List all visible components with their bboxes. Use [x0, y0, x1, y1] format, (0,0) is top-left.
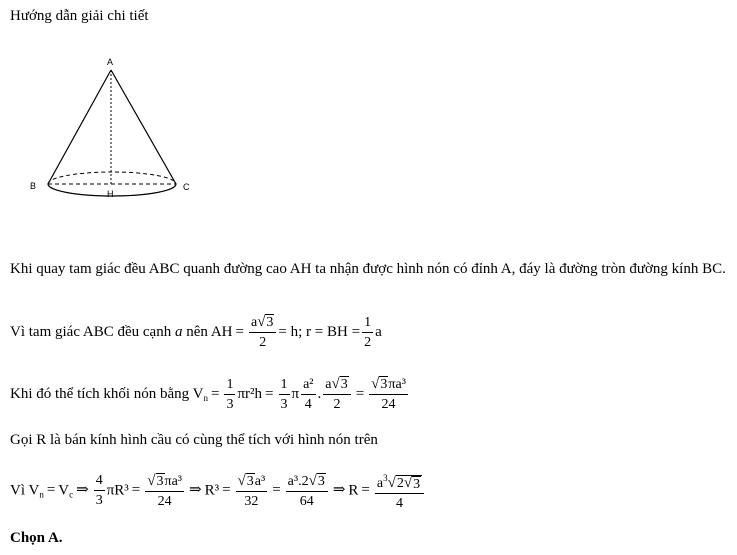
l2-tail-h: = h; r = BH =: [278, 323, 361, 340]
l5-f1-den: 3: [95, 493, 103, 508]
l5-f3-sqrt: 3: [246, 473, 254, 489]
l5-frac-43: [94, 473, 105, 509]
l5-f5-inner-sqrt: 3: [413, 477, 421, 492]
l3-frac-a2: [301, 377, 315, 413]
line-cone-volume: [10, 376, 410, 413]
l2-frac-ah: a √ 3 2: [249, 314, 276, 351]
l5-f5-inner: 2: [396, 476, 404, 491]
l2-half-num: 1: [362, 315, 373, 333]
l5-frac-vol: √ 3 πa³ 24: [147, 472, 182, 509]
l5-vc: V: [58, 482, 70, 499]
l5-frac-r3: √ 3 a³ 32: [237, 472, 266, 509]
l3-eq: =: [210, 385, 220, 402]
l3-f1-den: 3: [226, 396, 234, 412]
l2-eq: =: [235, 323, 244, 340]
l3-dot: .: [317, 385, 322, 402]
l5-arrow2: ⇒: [188, 482, 202, 499]
l3-frac-result: √ 3 πa³ 24: [371, 376, 406, 412]
l5-f2-num-tail: πa³: [164, 473, 182, 489]
l5-vc-sub: c: [69, 489, 74, 500]
l5-vn: V: [28, 482, 40, 499]
l3-f2-num: 1: [279, 377, 290, 395]
l5-arrow3: ⇒: [332, 482, 346, 499]
l5-f5-index: 3: [383, 473, 388, 483]
answer-choice: Chọn A.: [10, 530, 63, 546]
l2-frac-den: 2: [259, 335, 267, 350]
l2-frac-half: [362, 315, 373, 351]
line-sphere-intro: Gọi R là bán kính hình cầu có cùng thể tích với hình nón trên: [10, 432, 378, 448]
cone-figure: [28, 52, 208, 207]
paragraph-rotation: Khi quay tam giác đều ABC quanh đường cao AH ta nhận được hình nón có đỉnh A, đáy là đường tròn đường kính BC.: [10, 261, 726, 277]
l3-f4-sqrt: 3: [340, 377, 348, 392]
l3-f1-num: 1: [224, 377, 235, 395]
l3-f2-den: 3: [280, 396, 288, 412]
l3-f3-num: a²: [301, 377, 315, 395]
l5-r3: R³: [204, 482, 220, 499]
l5-eq4: =: [272, 482, 281, 499]
cone-edge-ab: [48, 70, 111, 184]
cone-base-back: [48, 172, 176, 184]
l5-frac-radius: $a^3$ √ 2 √ 3 4: [375, 470, 424, 512]
line-triangle-equal: [10, 314, 382, 351]
l3-frac-third2: [279, 377, 290, 413]
l5-f5-den: 4: [395, 496, 403, 511]
l3-eq3: =: [355, 385, 365, 402]
l3-f4-den: 2: [333, 397, 341, 412]
l5-eq5: =: [361, 482, 370, 499]
l5-f3-num-tail: a³: [254, 473, 266, 489]
l2-half-den: 2: [364, 334, 372, 350]
l5-f2-den: 24: [157, 493, 172, 509]
l5-eq2: =: [131, 482, 141, 499]
l3-v: V: [192, 385, 204, 402]
l2-frac-num-a: a: [250, 315, 258, 330]
l5-f4-den: 64: [299, 493, 314, 509]
l3-f5-sqrt: 3: [380, 377, 388, 392]
l5-f2-sqrt: 3: [156, 473, 164, 489]
label-b: B: [30, 181, 37, 191]
l3-frac-height: a √ 3 2: [323, 376, 350, 413]
l5-f4-num: a³.2: [287, 473, 309, 489]
l5-vn-sub: n: [39, 489, 44, 500]
l2-frac-sqrt: 3: [266, 315, 274, 330]
l5-f5-num-a: a: [376, 476, 384, 491]
l3-f5-num-tail: πa³: [388, 377, 406, 392]
l2-tail-a: a: [375, 323, 382, 340]
l5-arrow1: ⇒: [76, 482, 89, 499]
l2-prefix: Vì tam giác ABC đều cạnh: [10, 323, 172, 340]
l2-mid: nên: [186, 323, 208, 340]
l3-prefix: Khi đó thể tích khối nón bằng: [10, 385, 190, 402]
l2-ah: AH: [210, 323, 233, 340]
l3-f5-den: 24: [381, 397, 396, 412]
l3-f3-den: 4: [304, 396, 312, 412]
l3-eq2: =: [265, 385, 274, 402]
l3-frac-third: [224, 377, 235, 413]
l2-var-a: a: [174, 323, 183, 340]
l3-pi: π: [291, 385, 300, 402]
label-c: C: [183, 182, 190, 192]
label-h: H: [107, 189, 114, 199]
l5-f1-num: 4: [94, 473, 105, 491]
l3-v-sub: n: [203, 392, 208, 403]
cone-edge-ac: [111, 70, 176, 184]
label-a: A: [107, 57, 114, 67]
l5-prefix: Vì: [10, 482, 25, 499]
l5-pi-r3: πR³: [106, 482, 129, 499]
line-sphere-radius: [10, 470, 426, 512]
solution-heading: Hướng dẫn giải chi tiết: [10, 8, 149, 24]
l5-f4-sqrt: 3: [317, 473, 325, 489]
l5-frac-64: a³.2 √ 3 64: [286, 473, 328, 510]
l3-f4-num-a: a: [325, 377, 332, 392]
cone-diagram: [28, 52, 208, 202]
l5-eq3: =: [222, 482, 231, 499]
l5-r: R: [348, 482, 359, 499]
l5-eq: =: [46, 482, 56, 499]
l3-pi-r2h: πr²h: [237, 385, 263, 402]
l5-f3-den: 32: [244, 493, 259, 509]
